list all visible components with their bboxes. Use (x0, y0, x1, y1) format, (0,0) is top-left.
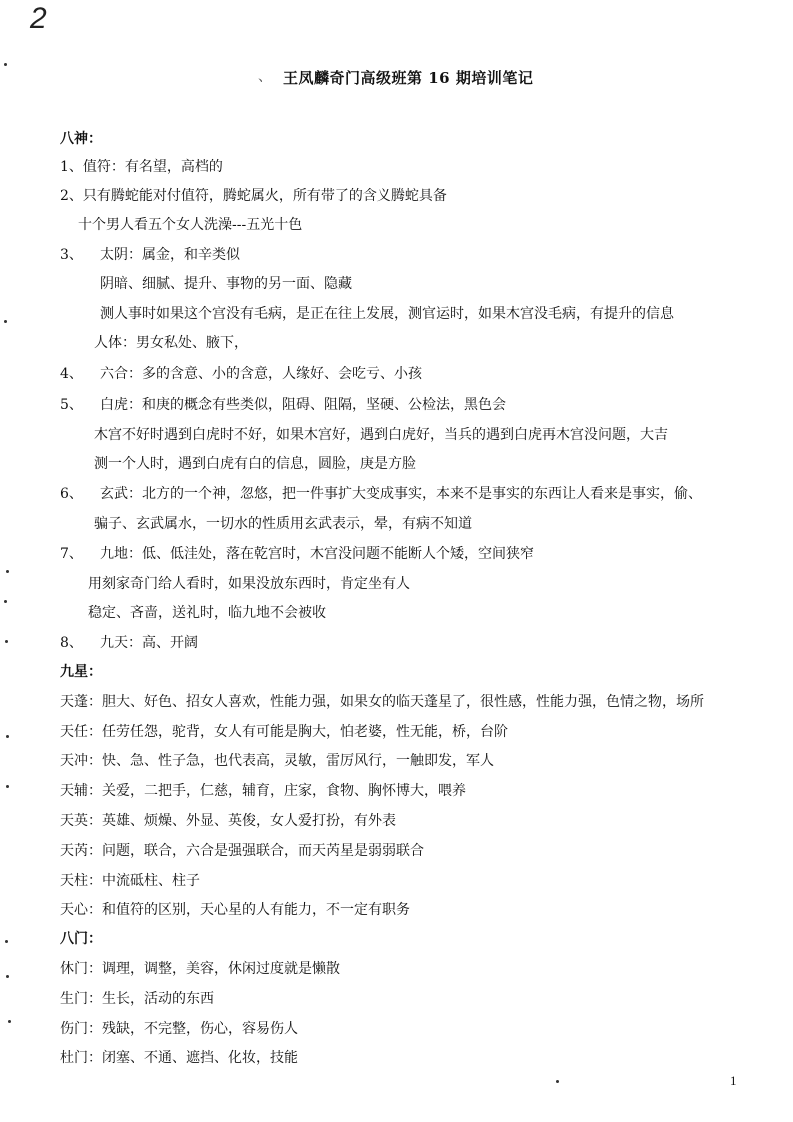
text-line: 阴暗、细腻、提升、事物的另一面、隐藏 (100, 276, 352, 292)
item-number: 8、 (60, 635, 83, 651)
scan-speck (6, 735, 9, 738)
item-text: 六合：多的含意、小的含意，人缘好、会吃亏、小孩 (100, 366, 422, 382)
item-text: 九地：低、低洼处，落在乾宫时，木宫没问题不能断人个矮，空间狭窄 (100, 546, 534, 562)
item-number: 6、 (60, 486, 83, 502)
text-line: 天冲：快、急、性子急，也代表高，灵敏，雷厉风行，一触即发，军人 (60, 753, 494, 769)
numbered-line (60, 395, 506, 415)
item-text: 太阴：属金，和辛类似 (100, 247, 240, 263)
text-line: 十个男人看五个女人洗澡---五光十色 (78, 217, 303, 233)
section-heading-bamen: 八门： (60, 931, 102, 947)
scan-speck (6, 570, 9, 573)
item-number: 3、 (60, 247, 83, 263)
text-line: 生门：生长，活动的东西 (60, 991, 214, 1007)
scan-speck (4, 600, 7, 603)
text-line: 稳定、吝啬，送礼时，临九地不会被收 (88, 605, 326, 621)
text-line: 天任：任劳任怨，驼背，女人有可能是胸大，怕老婆，性无能，桥，台阶 (60, 724, 508, 740)
text-line: 天柱：中流砥柱、柱子 (60, 873, 200, 889)
scan-speck (5, 640, 8, 643)
scan-speck (5, 940, 8, 943)
text-line: 人体：男女私处、腋下， (94, 335, 248, 351)
item-number: 4、 (60, 366, 83, 382)
scan-speck (8, 1020, 11, 1023)
text-line: 测一个人时，遇到白虎有白的信息，圆脸，庚是方脸 (94, 456, 416, 472)
text-line: 杜门：闭塞、不通、遮挡、化妆，技能 (60, 1050, 298, 1066)
section-heading-jiuxing: 九星： (60, 664, 102, 680)
scan-speck (4, 63, 7, 66)
text-line: 测人事时如果这个宫没有毛病，是正在往上发展，测官运时，如果木宫没毛病，有提升的信息 (100, 306, 674, 322)
text-line: 天心：和值符的区别，天心星的人有能力，不一定有职务 (60, 902, 410, 918)
item-text: 九天：高、开阔 (100, 635, 198, 651)
text-line: 休门：调理，调整，美容，休闲过度就是懒散 (60, 961, 340, 977)
numbered-line (60, 245, 240, 265)
scan-speck (4, 320, 7, 323)
section-heading-bashen: 八神： (60, 131, 102, 147)
item-number: 7、 (60, 546, 83, 562)
text-line: 2、只有腾蛇能对付值符，腾蛇属火，所有带了的含义腾蛇具备 (60, 188, 447, 204)
text-line: 天蓬：胆大、好色、招女人喜欢，性能力强，如果女的临天蓬星了，很性感，性能力强，色情之物，场所 (60, 694, 704, 710)
text-line: 用刻家奇门给人看时，如果没放东西时，肯定坐有人 (88, 576, 410, 592)
numbered-line (60, 364, 422, 384)
numbered-line (60, 633, 198, 653)
handwritten-page-mark: 2 (30, 2, 47, 35)
text-line: 天辅：关爱，二把手，仁慈，辅育，庄家，食物、胸怀博大，喂养 (60, 783, 466, 799)
item-text: 白虎：和庚的概念有些类似，阻碍、阻隔，坚硬、公检法，黑色会 (100, 397, 506, 413)
title-dot: 、 (258, 69, 272, 85)
document-title: 王凤麟奇门高级班第 16 期培训笔记 (283, 69, 534, 87)
scan-speck (556, 1080, 559, 1083)
text-line: 天英：英雄、烦燥、外显、英俊，女人爱打扮，有外表 (60, 813, 396, 829)
item-text: 玄武：北方的一个神，忽悠，把一件事扩大变成事实，本来不是事实的东西让人看来是事实，偷、 (100, 486, 702, 502)
numbered-line (60, 484, 702, 504)
text-line: 天芮：问题，联合，六合是强强联合，而天芮星是弱弱联合 (60, 843, 424, 859)
text-line: 伤门：残缺，不完整，伤心，容易伤人 (60, 1021, 298, 1037)
text-line: 木宫不好时遇到白虎时不好，如果木宫好，遇到白虎好，当兵的遇到白虎再木宫没问题，大吉 (94, 427, 668, 443)
scan-speck (6, 785, 9, 788)
page-number: 1 (730, 1073, 737, 1088)
text-line: 骗子、玄武属水，一切水的性质用玄武表示，晕，有病不知道 (94, 516, 472, 532)
text-line: 1、值符：有名望，高档的 (60, 159, 223, 175)
scan-speck (6, 975, 9, 978)
item-number: 5、 (60, 397, 83, 413)
numbered-line (60, 544, 534, 564)
